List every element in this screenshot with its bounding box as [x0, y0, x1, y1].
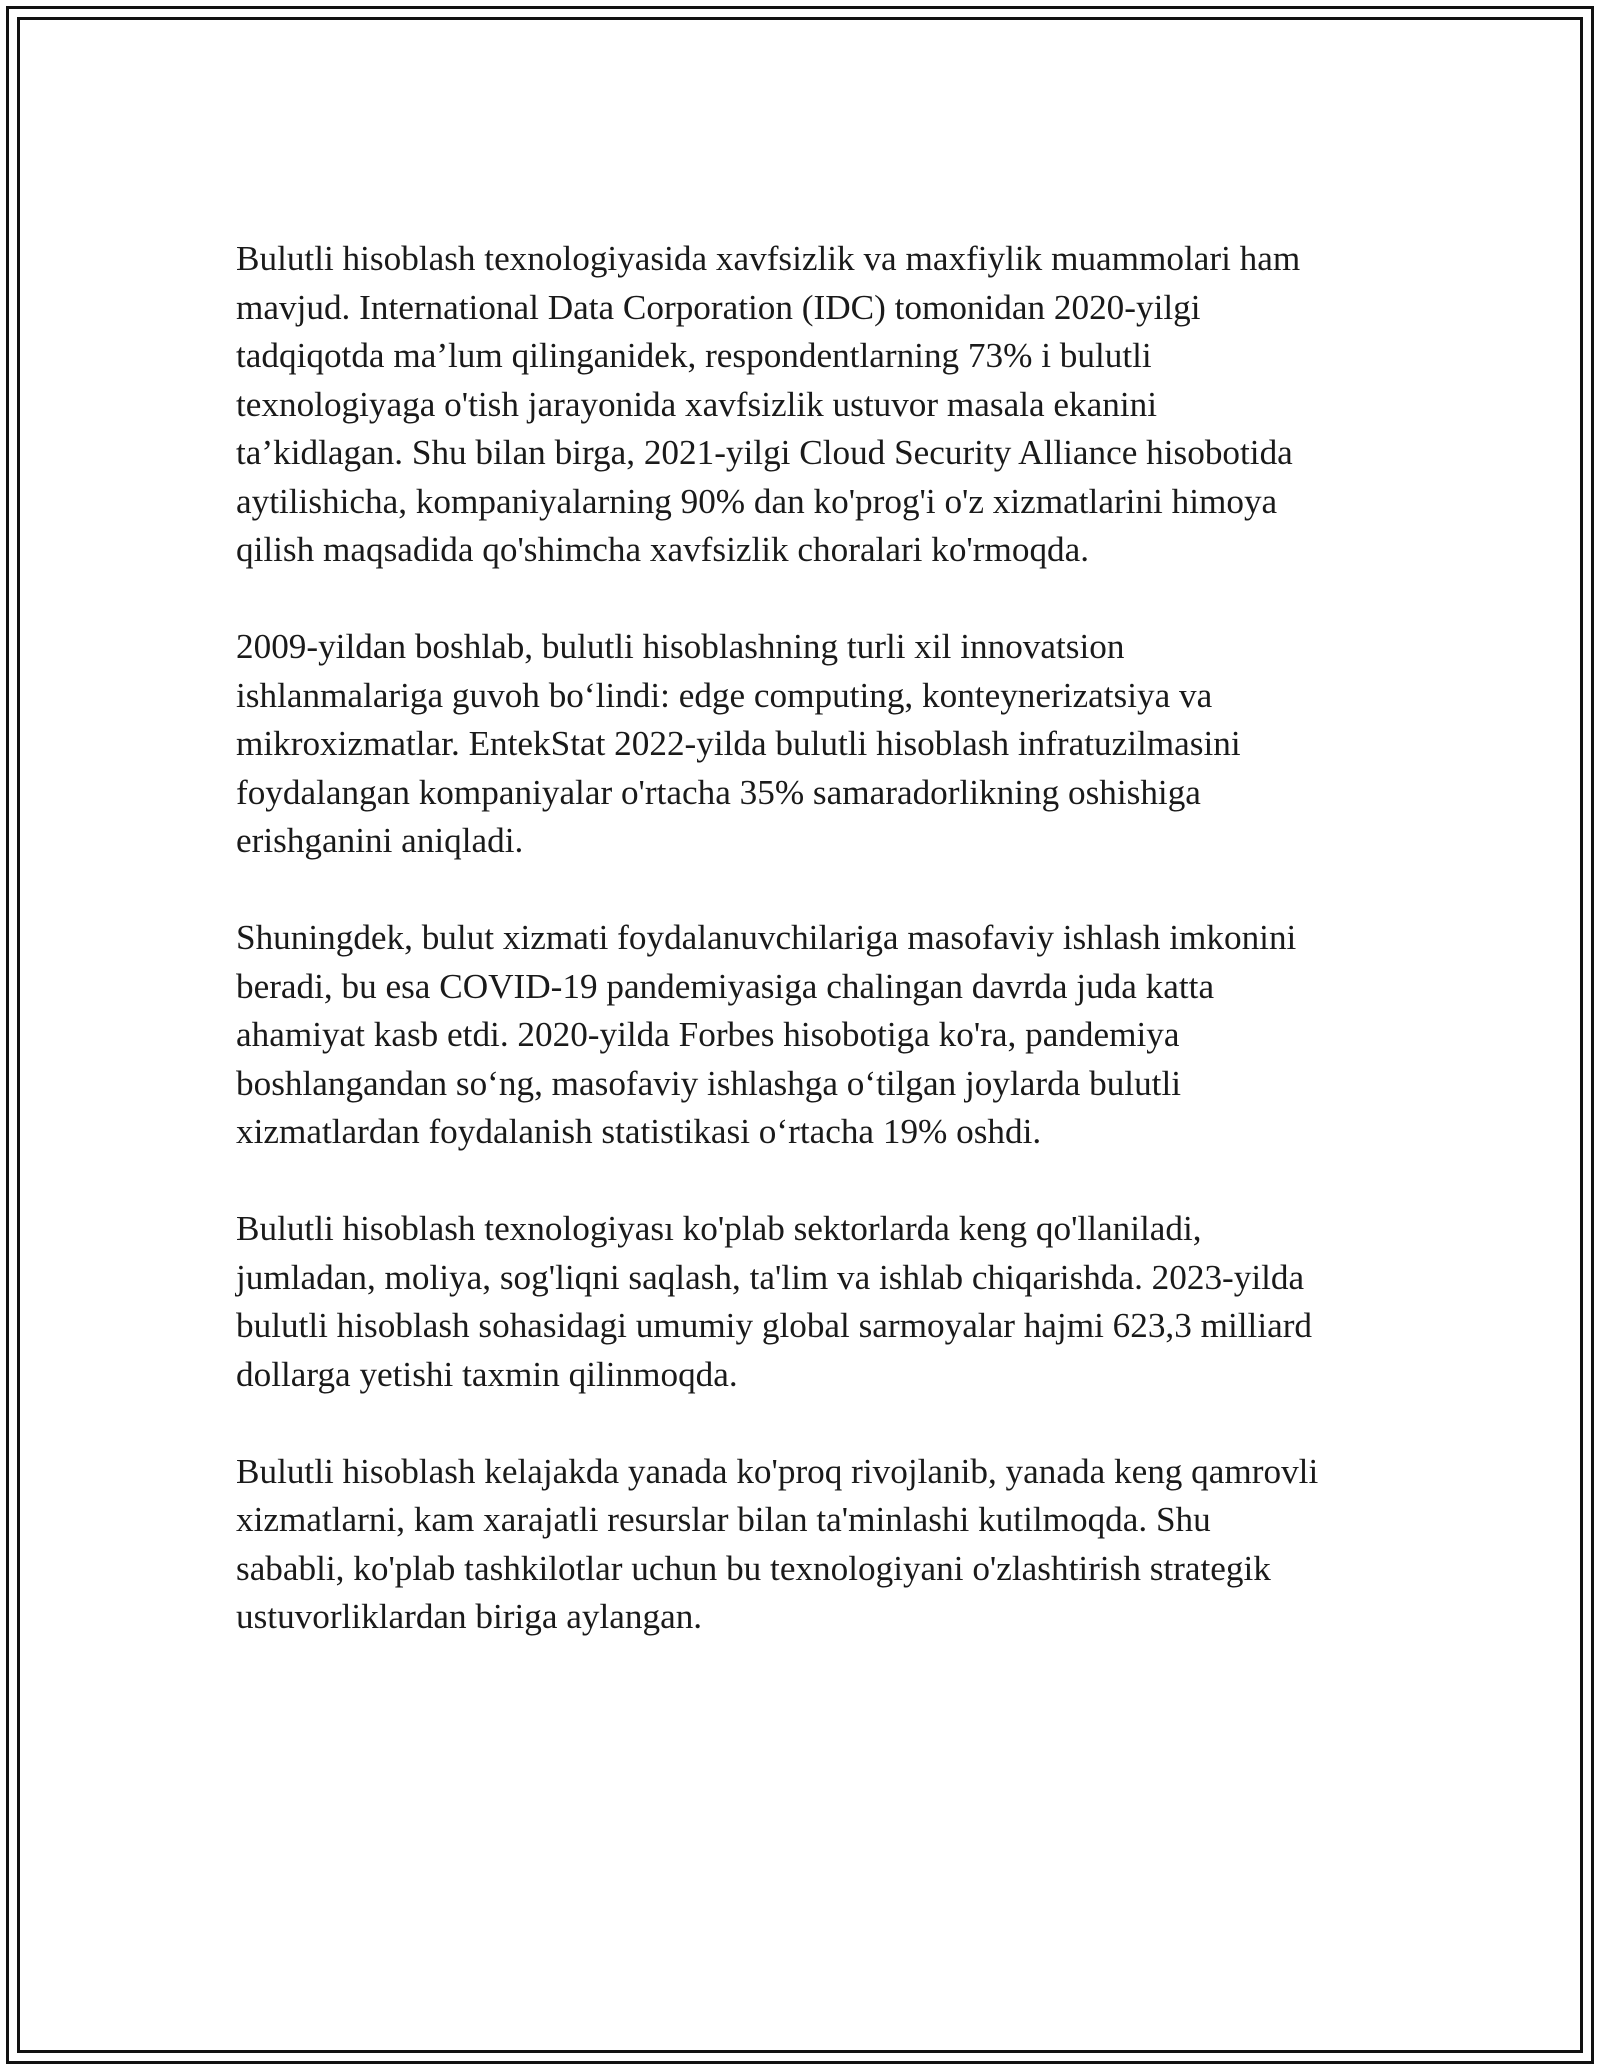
text-line: 2009-yildan boshlab, bulutli hisoblashning turli xil innovatsion	[236, 627, 1125, 666]
text-line: Bulutli hisoblash texnologiyasida xavfsizlik va maxfiylik muammolari ham	[236, 239, 1301, 278]
text-line: dollarga yetishi taxmin qilinmoqda.	[236, 1354, 738, 1394]
text-line: Shuningdek, bulut xizmati foydalanuvchilariga masofaviy ishlash imkonini	[236, 918, 1297, 957]
paragraph-future	[236, 1448, 1366, 1642]
text-line: Bulutli hisoblash texnologiyası ko'plab sektorlarda keng qo'llaniladi,	[236, 1209, 1202, 1248]
text-line: aytilishicha, kompaniyalarning 90% dan ko'prog'i o'z xizmatlarini himoya	[236, 481, 1278, 521]
text-line: ustuvorliklardan biriga aylangan.	[236, 1597, 703, 1636]
text-line: beradi, bu esa COVID-19 pandemiyasiga chalingan davrda juda katta	[236, 966, 1215, 1006]
text-line: qilish maqsadida qo'shimcha xavfsizlik choralari ko'rmoqda.	[236, 530, 1090, 569]
text-line: tadqiqotda ma’lum qilinganidek, respondentlarning 73% i bulutli	[236, 336, 1152, 375]
text-line: xizmatlarni, kam xarajatli resurslar bilan ta'minlashi kutilmoqda. Shu	[236, 1500, 1211, 1539]
document-body	[236, 235, 1366, 1642]
text-line: mavjud. International Data Corporation (IDC) tomonidan 2020-yilgi	[236, 287, 1201, 327]
text-line: bulutli hisoblash sohasidagi umumiy global sarmoyalar hajmi 623,3 milliard	[236, 1306, 1313, 1345]
text-line: jumladan, moliya, sog'liqni saqlash, ta'lim va ishlab chiqarishda. 2023-yilda	[236, 1257, 1305, 1297]
text-line: foydalangan kompaniyalar o'rtacha 35% samaradorlikning oshishiga	[236, 772, 1201, 812]
paragraph-security	[236, 235, 1366, 575]
text-line: texnologiyaga o'tish jarayonida xavfsizlik ustuvor masala ekanini	[236, 384, 1157, 424]
paragraph-remote-work	[236, 914, 1366, 1157]
text-line: xizmatlardan foydalanish statistikasi o‘rtacha 19% oshdi.	[236, 1112, 1042, 1151]
text-line: boshlangandan so‘ng, masofaviy ishlashga o‘tilgan joylarda bulutli	[236, 1063, 1181, 1103]
paragraph-sectors	[236, 1205, 1366, 1399]
text-line: mikroxizmatlar. EntekStat 2022-yilda bulutli hisoblash infratuzilmasini	[236, 724, 1241, 763]
text-line: erishganini aniqladi.	[236, 821, 524, 860]
text-line: sababli, ko'plab tashkilotlar uchun bu texnologiyani o'zlashtirish strategik	[236, 1548, 1271, 1588]
text-line: ishlanmalariga guvoh bo‘lindi: edge computing, konteynerizatsiya va	[236, 675, 1213, 715]
text-line: ahamiyat kasb etdi. 2020-yilda Forbes hisobotiga ko'ra, pandemiya	[236, 1015, 1180, 1054]
text-line: ta’kidlagan. Shu bilan birga, 2021-yilgi Cloud Security Alliance hisobotida	[236, 433, 1293, 472]
paragraph-innovations	[236, 623, 1366, 866]
text-line: Bulutli hisoblash kelajakda yanada ko'proq rivojlanib, yanada keng qamrovli	[236, 1451, 1319, 1491]
